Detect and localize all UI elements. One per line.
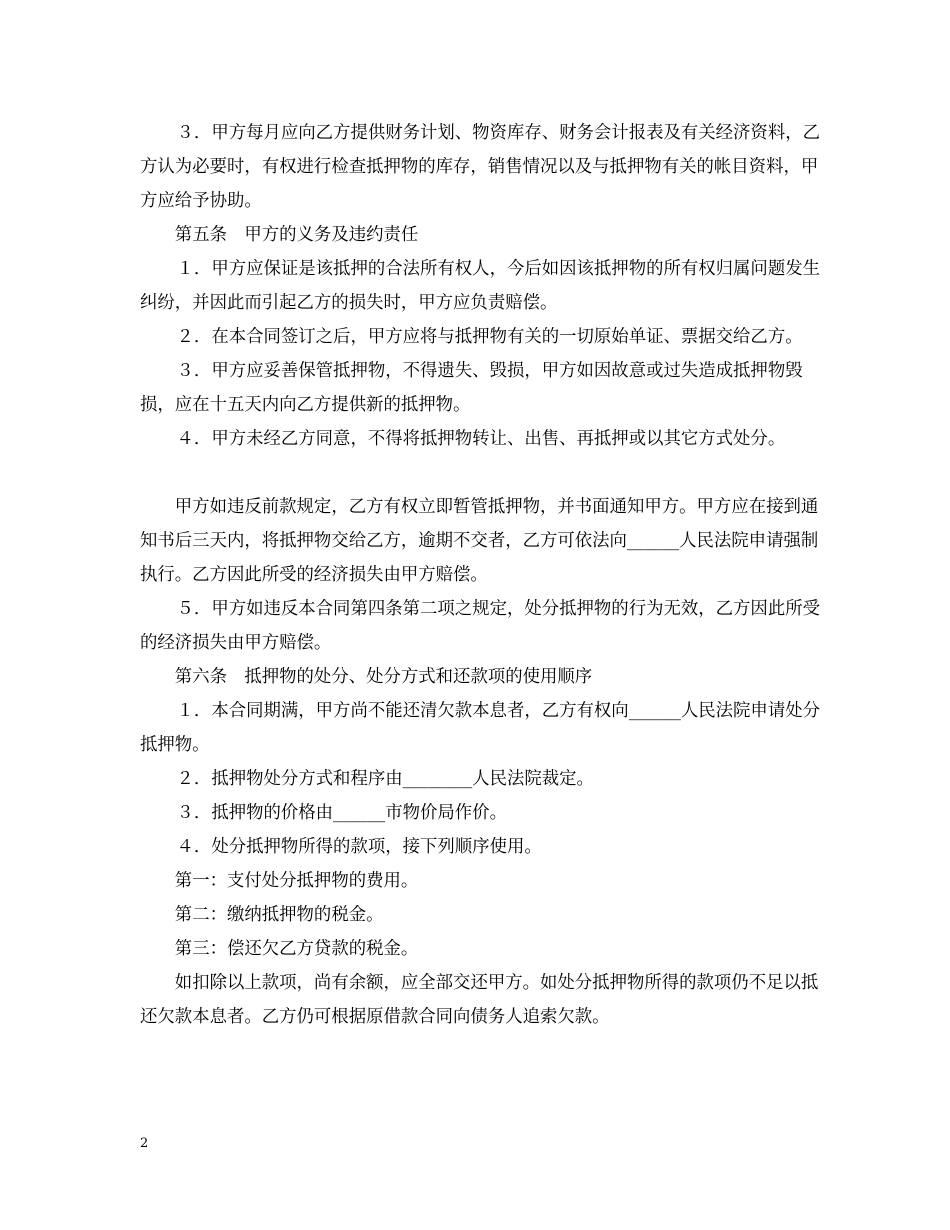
heading-article-6: 第六条 抵押物的处分、处分方式和还款项的使用顺序 bbox=[174, 667, 593, 687]
paragraph-remainder: 如扣除以上款项，尚有余额，应全部交还甲方。如处分抵押物所得的款项仍不足以抵还欠款本息者。乙方仍可根据原借款合同向债务人追索欠款。 bbox=[140, 973, 819, 1027]
paragraph-article-6-item-3: ３．抵押物的价格由______市物价局作价。 bbox=[176, 803, 507, 823]
paragraph-article-6-item-1: １．本合同期满，甲方尚不能还清欠款本息者，乙方有权向______人民法院申请处分抵押物。 bbox=[140, 701, 820, 755]
paragraph-order-second: 第二：缴纳抵押物的税金。 bbox=[174, 905, 384, 925]
paragraph-article-6-item-2: ２．抵押物处分方式和程序由________人民法院裁定。 bbox=[176, 769, 594, 789]
document-body bbox=[140, 116, 825, 1034]
paragraph-article-5-item-5: ５．甲方如违反本合同第四条第二项之规定，处分抵押物的行为无效，乙方因此所受的经济损失由甲方赔偿。 bbox=[140, 599, 820, 653]
paragraph-breach-remedy: 甲方如违反前款规定，乙方有权立即暂管抵押物，并书面通知甲方。甲方应在接到通知书后三天内，将抵押物交给乙方，逾期不交者，乙方可依法向______人民法院申请强制执行。乙方因此所受的经济损失由甲方赔偿。 bbox=[140, 497, 819, 585]
paragraph-article-5-item-4: ４．甲方未经乙方同意，不得将抵押物转让、出售、再抵押或以其它方式处分。 bbox=[176, 429, 786, 449]
paragraph-order-first: 第一：支付处分抵押物的费用。 bbox=[174, 871, 419, 891]
paragraph-article-5-item-3: ３．甲方应妥善保管抵押物，不得遗失、毁损，甲方如因故意或过失造成抵押物毁损，应在十五天内向乙方提供新的抵押物。 bbox=[140, 361, 803, 415]
paragraph-order-third: 第三：偿还欠乙方贷款的税金。 bbox=[174, 939, 419, 959]
paragraph-article-6-item-4: ４．处分抵押物所得的款项，接下列顺序使用。 bbox=[176, 837, 542, 857]
paragraph-spacer bbox=[140, 456, 825, 490]
page-number: 2 bbox=[140, 1136, 149, 1151]
paragraph-clause-3-reports: ３．甲方每月应向乙方提供财务计划、物资库存、财务会计报表及有关经济资料，乙方认为必要时，有权进行检查抵押物的库存，销售情况以及与抵押物有关的帐目资料，甲方应给予协助。 bbox=[140, 123, 820, 211]
paragraph-article-5-item-2: ２．在本合同签订之后，甲方应将与抵押物有关的一切原始单证、票据交给乙方。 bbox=[176, 327, 803, 347]
heading-article-5: 第五条 甲方的义务及违约责任 bbox=[174, 225, 419, 245]
paragraph-article-5-item-1: １．甲方应保证是该抵押的合法所有权人，今后如因该抵押物的所有权归属问题发生纠纷，并因此而引起乙方的损失时，甲方应负责赔偿。 bbox=[140, 259, 820, 313]
